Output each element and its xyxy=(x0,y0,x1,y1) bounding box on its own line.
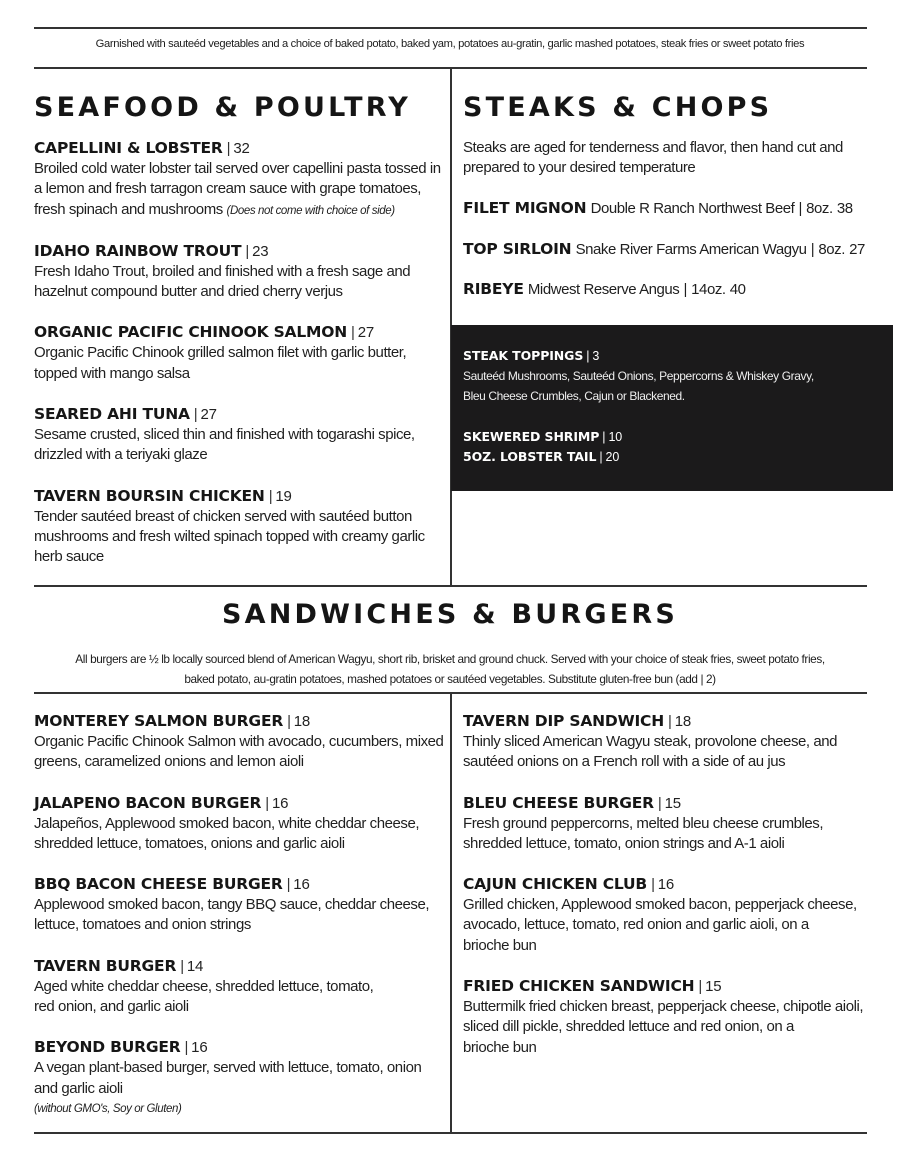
item-price: 16 xyxy=(271,794,289,812)
item-price: 32 xyxy=(233,140,250,157)
menu-item-bleu-cheese-burger xyxy=(463,793,868,855)
burgers-right-column xyxy=(463,711,868,1078)
price-separator: | xyxy=(668,713,672,730)
price-separator: | xyxy=(245,242,250,260)
item-description: A vegan plant-based burger, served with lettuce, tomato, onion and garlic aioli xyxy=(34,1059,422,1097)
garnish-note: Garnished with sauteéd vegetables and a choice of baked potato, baked yam, potatoes au-gratin, garlic mashed potatoes, steak fries or sweet potato fries xyxy=(95,38,805,50)
item-name: ORGANIC PACIFIC CHINOOK SALMON xyxy=(34,323,347,342)
item-price: 27 xyxy=(357,324,374,342)
price-separator: | xyxy=(683,281,687,298)
item-source: Midwest Reserve Angus xyxy=(527,281,680,298)
item-price: 38 xyxy=(836,200,853,217)
price-separator: | xyxy=(657,794,662,812)
item-name: IDAHO RAINBOW TROUT xyxy=(34,241,242,260)
item-price: 15 xyxy=(664,794,681,812)
item-name: JALAPENO BACON BURGER xyxy=(34,793,262,812)
addon-lobster-tail xyxy=(463,447,881,467)
item-description: Jalapeños, Applewood smoked bacon, white cheddar cheese, shredded lettuce, tomatoes, onions and garlic aioli xyxy=(34,814,420,852)
item-name: BLEU CHEESE BURGER xyxy=(463,793,654,812)
item-note: (Does not come with choice of side) xyxy=(226,204,395,217)
item-description: Fresh ground peppercorns, melted bleu cheese crumbles, shredded lettuce, tomato, onion strings and A-1 aioli xyxy=(463,814,824,852)
price-separator: | xyxy=(287,713,291,730)
item-price: 16 xyxy=(657,876,675,894)
item-price: 27 xyxy=(849,241,865,258)
item-size: 8oz. xyxy=(806,200,833,217)
menu-item-fried-chicken-sandwich xyxy=(463,976,868,1058)
item-source: Snake River Farms American Wagyu xyxy=(575,241,807,258)
item-source: Double R Ranch Northwest Beef xyxy=(590,200,795,217)
item-name: RIBEYE xyxy=(463,280,524,298)
item-description-line-2: sliced dill pickle, shredded lettuce and red onion, on a xyxy=(463,1018,794,1036)
item-description: Organic Pacific Chinook Salmon with avocado, cucumbers, mixed greens, caramelized onions and lemon aioli xyxy=(34,733,444,771)
item-price: 15 xyxy=(705,978,722,996)
price-separator: | xyxy=(798,200,802,217)
price-separator: | xyxy=(651,876,655,894)
price-separator: | xyxy=(599,449,603,464)
item-name: SEARED AHI TUNA xyxy=(34,405,190,424)
item-price: 16 xyxy=(293,876,310,894)
steaks-intro: Steaks are aged for tenderness and flavor, then hand cut and prepared to your desired temperature xyxy=(463,139,843,177)
item-description-line-1: Grilled chicken, Applewood smoked bacon, pepperjack cheese, xyxy=(463,896,857,914)
burger-note xyxy=(0,649,900,689)
item-description: Applewood smoked bacon, tangy BBQ sauce, cheddar cheese, lettuce, tomatoes and onion strings xyxy=(34,896,430,934)
item-name: 5OZ. LOBSTER TAIL xyxy=(463,448,597,464)
top-rule xyxy=(34,27,867,29)
price-separator: | xyxy=(602,429,606,444)
item-price: 20 xyxy=(605,449,620,464)
item-name: TAVERN BOURSIN CHICKEN xyxy=(34,486,265,505)
menu-item-boursin-chicken xyxy=(34,486,444,568)
item-price: 16 xyxy=(191,1039,208,1057)
price-separator: | xyxy=(810,241,815,258)
item-price: 10 xyxy=(608,429,623,444)
section-title-sandwiches: SANDWICHES & BURGERS xyxy=(222,599,678,630)
item-name: STEAK TOPPINGS xyxy=(463,348,584,363)
price-separator: | xyxy=(268,487,273,505)
item-price: 18 xyxy=(674,713,691,730)
item-name: FRIED CHICKEN SANDWICH xyxy=(463,977,695,996)
item-name: BBQ BACON CHEESE BURGER xyxy=(34,875,283,894)
item-name: SKEWERED SHRIMP xyxy=(463,428,600,444)
price-separator: | xyxy=(180,957,184,975)
item-note: (without GMO's, Soy or Gluten) xyxy=(34,1102,182,1115)
item-name: CAPELLINI & LOBSTER xyxy=(34,139,223,157)
toppings-list-line-2: Bleu Cheese Crumbles, Cajun or Blackened. xyxy=(463,389,685,404)
menu-item-chinook-salmon xyxy=(34,322,444,384)
item-price: 27 xyxy=(200,406,217,424)
item-name: TAVERN BURGER xyxy=(34,956,177,975)
item-price: 40 xyxy=(729,281,746,298)
price-separator: | xyxy=(698,978,703,996)
item-name: MONTEREY SALMON BURGER xyxy=(34,712,284,730)
menu-item-top-sirloin xyxy=(463,239,865,260)
section-title-steaks: STEAKS & CHOPS xyxy=(463,92,773,123)
item-size: 8oz. xyxy=(818,241,845,258)
item-description-line-2: avocado, lettuce, tomato, red onion and garlic aioli, on a xyxy=(463,916,809,934)
menu-item-filet-mignon xyxy=(463,198,853,219)
menu-item-capellini-lobster xyxy=(34,138,444,221)
menu-item-tavern-dip-sandwich xyxy=(463,711,868,773)
menu-item-monterey-salmon-burger xyxy=(34,711,444,773)
item-name: TAVERN DIP SANDWICH xyxy=(463,712,664,730)
price-separator: | xyxy=(586,349,590,363)
item-price: 19 xyxy=(275,487,292,505)
burger-note-line-2: baked potato, au-gratin potatoes, mashed potatoes or sautéed vegetables. Substitute gluten-free bun (add | 2) xyxy=(184,672,716,686)
item-description: Organic Pacific Chinook grilled salmon filet with garlic butter, topped with mango salsa xyxy=(34,344,407,382)
menu-item-ribeye xyxy=(463,279,746,300)
price-separator: | xyxy=(193,406,198,424)
item-price: 14 xyxy=(186,957,204,975)
item-price: 18 xyxy=(293,713,311,730)
item-description-line-2: red onion, and garlic aioli xyxy=(34,998,189,1016)
item-price: 3 xyxy=(592,349,600,363)
menu-item-bbq-bacon-cheese-burger xyxy=(34,874,444,936)
menu-item-tavern-burger xyxy=(34,956,444,1018)
item-description-line-1: Aged white cheddar cheese, shredded lettuce, tomato, xyxy=(34,977,374,995)
addon-steak-toppings xyxy=(463,346,881,366)
item-description: Tender sautéed breast of chicken served with sautéed button mushrooms and fresh wilted spinach topped with creamy garlic herb sauce xyxy=(34,507,425,566)
menu-item-idaho-trout xyxy=(34,241,444,303)
lower-column-divider xyxy=(450,693,452,1133)
price-separator: | xyxy=(351,324,355,342)
price-separator: | xyxy=(226,140,231,157)
toppings-list-line-1: Sauteéd Mushrooms, Sauteéd Onions, Peppercorns & Whiskey Gravy, xyxy=(463,369,814,383)
menu-item-cajun-chicken-club xyxy=(463,874,868,956)
menu-item-beyond-burger xyxy=(34,1037,444,1119)
menu-item-ahi-tuna xyxy=(34,404,444,466)
burger-note-line-1: All burgers are ½ lb locally sourced blend of American Wagyu, short rib, brisket and ground chuck. Served with your choice of steak fries, sweet potato fries, xyxy=(75,652,825,666)
item-price: 23 xyxy=(252,242,269,260)
seafood-column xyxy=(34,138,444,588)
item-name: CAJUN CHICKEN CLUB xyxy=(463,875,648,894)
item-description: Broiled cold water lobster tail served over capellini pasta tossed in a lemon and fresh tarragon cream sauce with grape tomatoes, fresh spinach and mushrooms xyxy=(34,160,441,218)
burgers-left-column xyxy=(34,711,444,1139)
section-title-seafood: SEAFOOD & POULTRY xyxy=(34,92,411,123)
steak-addons-box xyxy=(451,325,893,491)
item-name: BEYOND BURGER xyxy=(34,1038,181,1057)
item-description: Thinly sliced American Wagyu steak, provolone cheese, and sautéed onions on a French roll with a side of au jus xyxy=(463,733,838,771)
price-separator: | xyxy=(265,794,269,812)
item-description-line-3: brioche bun xyxy=(463,936,537,954)
item-description: Sesame crusted, sliced thin and finished with togarashi spice, drizzled with a teriyaki glaze xyxy=(34,426,415,464)
price-separator: | xyxy=(184,1039,189,1057)
item-description-line-1: Buttermilk fried chicken breast, pepperjack cheese, chipotle aioli, xyxy=(463,998,864,1016)
item-description-line-3: brioche bun xyxy=(463,1038,537,1056)
addon-skewered-shrimp xyxy=(463,427,881,447)
item-name: TOP SIRLOIN xyxy=(463,240,572,258)
item-description: Fresh Idaho Trout, broiled and finished with a fresh sage and hazelnut compound butter and dried cherry verjus xyxy=(34,262,411,301)
item-size: 14oz. xyxy=(691,281,726,298)
price-separator: | xyxy=(286,876,291,894)
item-name: FILET MIGNON xyxy=(463,199,587,217)
menu-item-jalapeno-bacon-burger xyxy=(34,793,444,855)
